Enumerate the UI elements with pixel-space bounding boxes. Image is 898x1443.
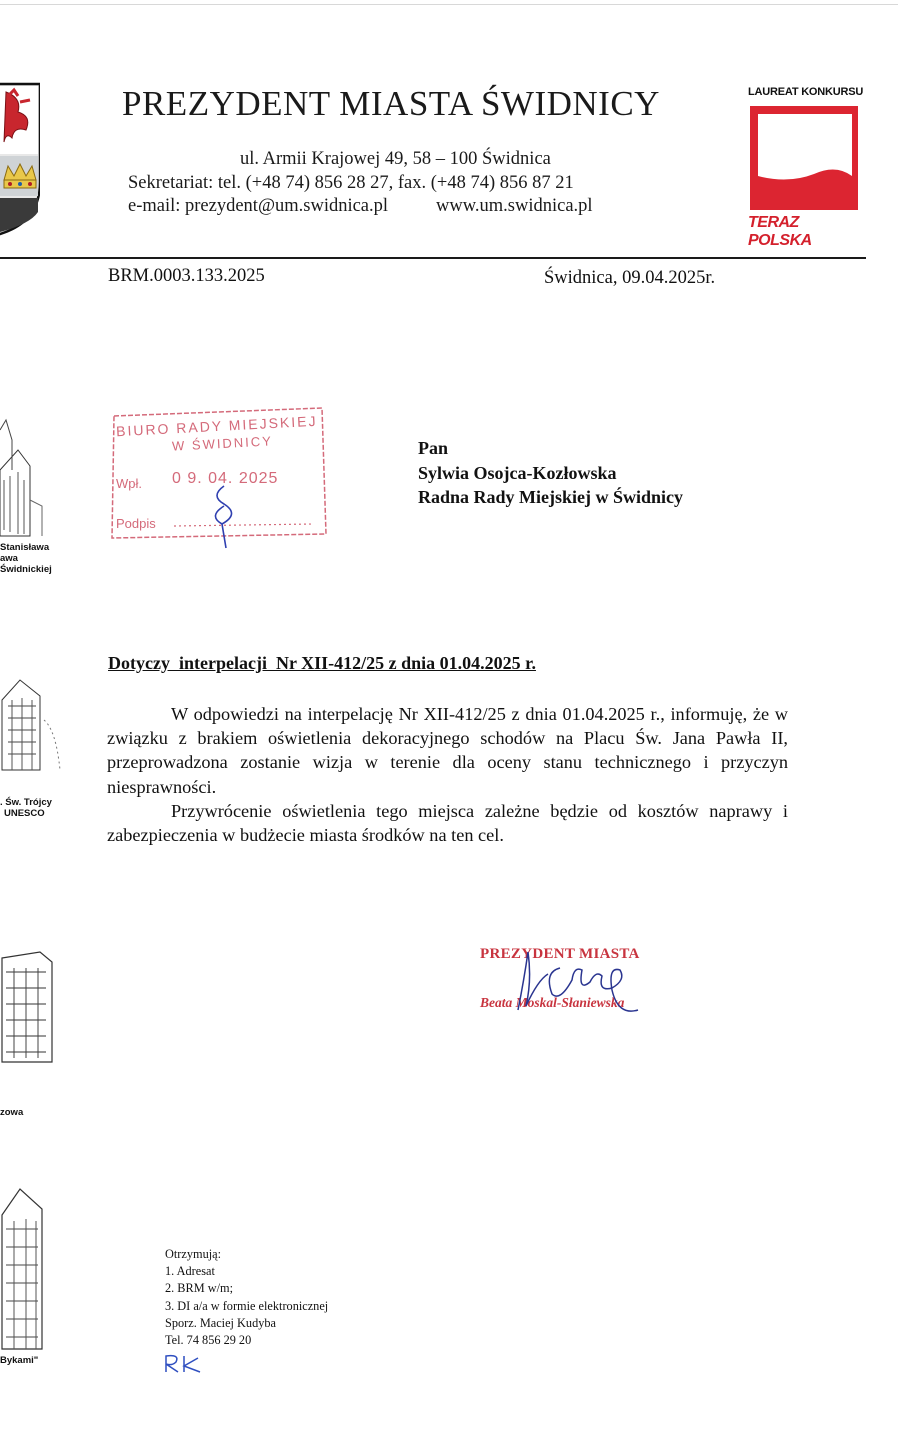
teraz-polska-logo-icon: [748, 104, 862, 214]
sketch-holy-trinity-icon: [0, 660, 66, 780]
addressee-block: [418, 436, 683, 510]
page-top-border: [0, 4, 898, 5]
recipient-item: 3. DI a/a w formie elektronicznej: [165, 1298, 329, 1313]
signature-title: PREZYDENT MIASTA: [480, 946, 640, 962]
letter-body: [107, 702, 788, 847]
signature-stamp: [478, 940, 678, 1020]
badge-bottom-text: TERAZ POLSKA: [748, 214, 812, 249]
stamp-city: W ŚWIDNICY: [171, 433, 274, 454]
reference-number: BRM.0003.133.2025: [108, 266, 265, 286]
sketch-tenement-icon: [0, 1185, 66, 1355]
stamp-handwritten-mark-icon: [206, 480, 246, 550]
sidebar-caption-2: . Św. Trójcy UNESCO: [0, 797, 52, 819]
office-contact-block: [128, 148, 593, 219]
stamp-office-name: BIURO RADY MIEJSKIEJ: [115, 412, 318, 440]
recipient-item: 1. Adresat: [165, 1264, 215, 1279]
stamp-received-label: Wpł.: [116, 476, 142, 491]
prepared-by-phone: Tel. 74 856 29 20: [165, 1333, 252, 1348]
recipients-list: [165, 1246, 328, 1349]
prepared-by: Sporz. Maciej Kudyba: [165, 1315, 276, 1330]
recipient-item: 2. BRM w/m;: [165, 1281, 233, 1296]
office-email: e-mail: prezydent@um.swidnica.pl: [128, 196, 389, 216]
office-website: www.um.swidnica.pl: [436, 196, 593, 216]
city-coat-of-arms: [0, 72, 40, 237]
addressee-position: Radna Rady Miejskiej w Świdnicy: [418, 487, 684, 507]
body-paragraph-2: Przywrócenie oświetlenia tego miejsca zależne będzie od kosztów naprawy i zabezpieczenia w budżecie miasta środków na ten cel.: [107, 800, 788, 846]
letter-date: Świdnica, 09.04.2025r.: [544, 268, 716, 288]
signature-name: Beata Moskal-Słaniewska: [480, 995, 625, 1010]
addressee-name: Sylwia Osojca-Kozłowska: [418, 462, 617, 483]
office-title: PREZYDENT MIASTA ŚWIDNICY: [122, 84, 660, 123]
letter-subject: Dotyczy interpelacji Nr XII-412/25 z dnia 01.04.2025 r.: [108, 653, 536, 673]
sidebar-caption-4: Bykami": [0, 1355, 39, 1366]
handwritten-initials-icon: [162, 1352, 222, 1376]
stamp-received-date: 0 9. 04. 2025: [172, 470, 279, 487]
sidebar-caption-3: zowa: [0, 1107, 24, 1118]
office-phone-fax: Sekretariat: tel. (+48 74) 856 28 27, fax. (+48 74) 856 87 21: [128, 172, 574, 193]
sidebar-caption-1: Stanisława awa Świdnickiej: [0, 542, 52, 575]
addressee-salutation: Pan: [418, 438, 449, 458]
body-paragraph-1: W odpowiedzi na interpelację Nr XII-412/25 z dnia 01.04.2025 r., informuję, że w związku z brakiem oświetlenia dekoracyjnego schodów na Placu Św. Jana Pawła II, przeprowadzona zostanie wizja w terenie dla oceny stanu technicznego i przyczyn niesprawności.: [107, 704, 788, 797]
stamp-signature-label: Podpis: [116, 516, 156, 531]
sketch-townhouse-icon: [0, 948, 66, 1068]
receipt-stamp: [108, 406, 328, 542]
handwritten-signature-icon: [478, 940, 678, 1020]
badge-top-text: LAUREAT KONKURSU: [748, 86, 864, 98]
sketch-church-icon: [0, 410, 66, 540]
teraz-polska-badge: [748, 86, 866, 250]
office-address: ul. Armii Krajowej 49, 58 – 100 Świdnica: [240, 149, 551, 169]
recipients-heading: Otrzymują:: [165, 1247, 222, 1261]
header-divider: [0, 257, 866, 259]
